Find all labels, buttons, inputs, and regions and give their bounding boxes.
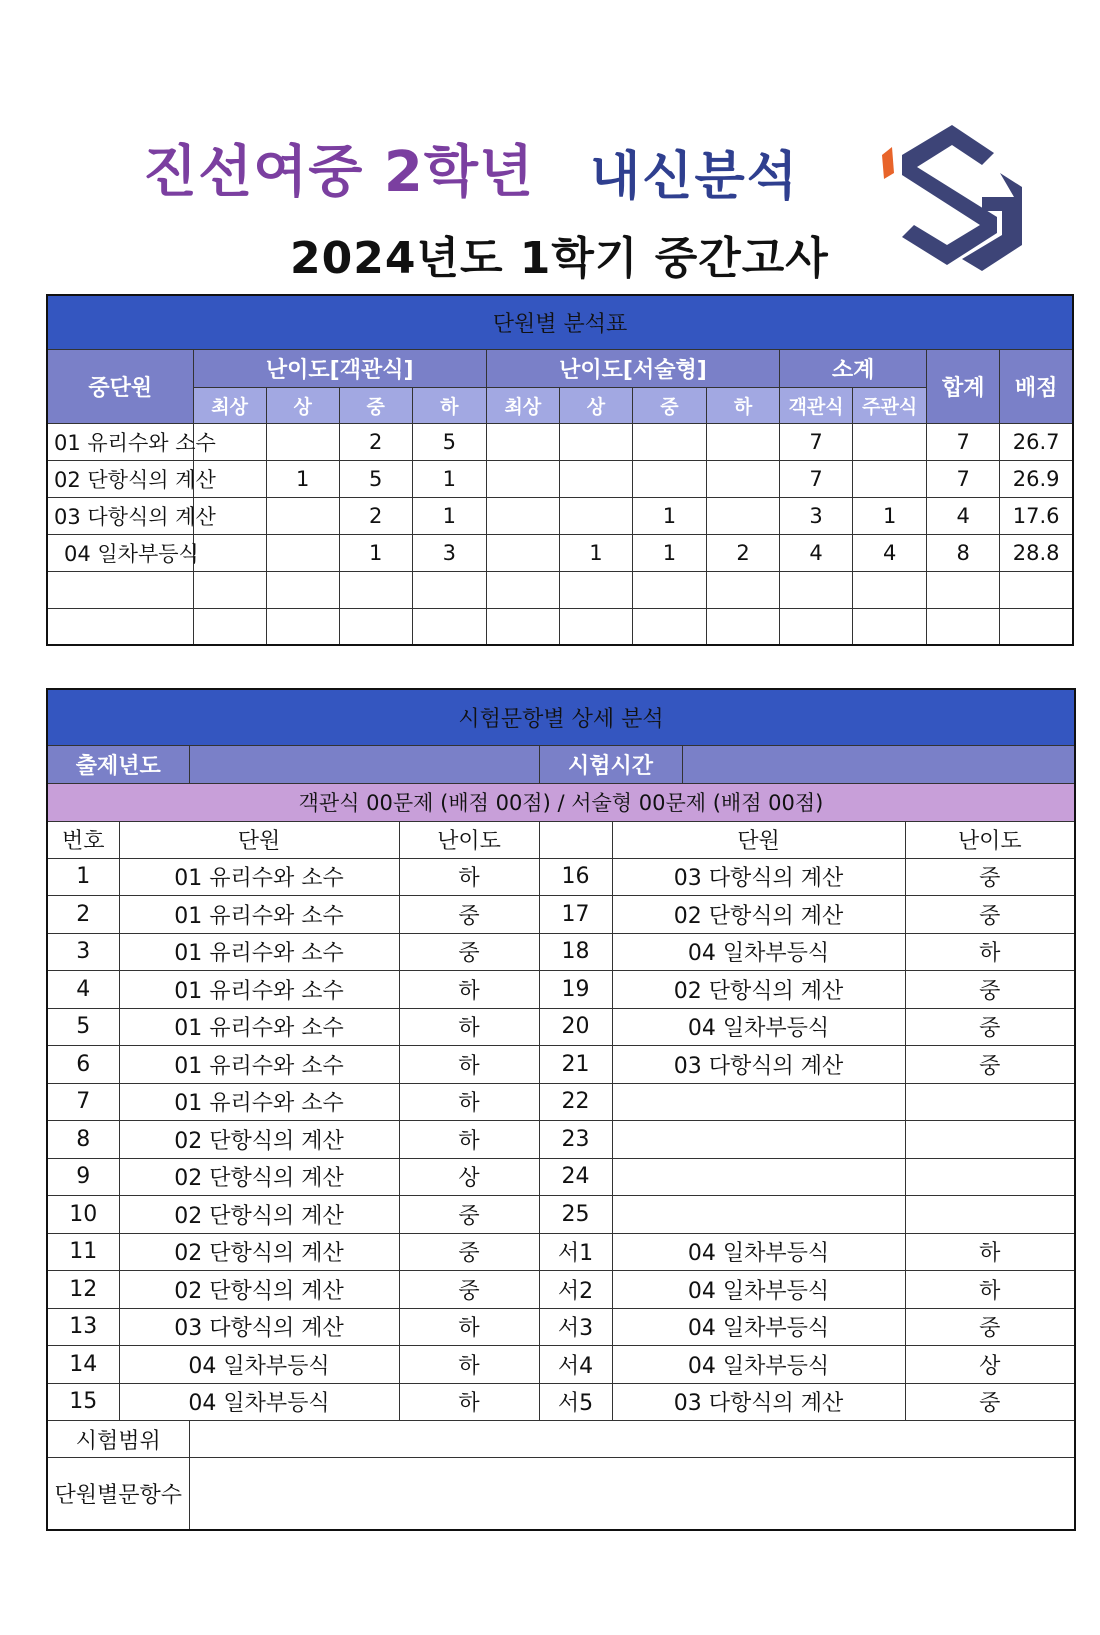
level-header: 최상: [193, 387, 266, 423]
level-header: 하: [412, 387, 486, 423]
time-label: 시험시간: [539, 745, 682, 783]
col-level2-header: 난이도: [905, 821, 1075, 858]
table-row: [47, 608, 1073, 645]
col-no2-header: [539, 821, 612, 858]
table-row: 6 01 유리수와 소수 하 21 03 다항식의 계산 중: [47, 1046, 1075, 1084]
objective-subtotal-header: 객관식: [780, 387, 853, 423]
exam-title: 2024년도 1학기 중간고사: [290, 233, 829, 284]
level-header: 최상: [486, 387, 559, 423]
table-row: 5 01 유리수와 소수 하 20 04 일차부등식 중: [47, 1008, 1075, 1046]
table-row: 8 02 단항식의 계산 하 23: [47, 1121, 1075, 1159]
table-row: 03 다항식의 계산 2 1 1 3 1 4 17.6: [47, 497, 1073, 534]
analysis-title: 내신분석: [590, 147, 799, 207]
table-row: 14 04 일차부등식 하 서4 04 일차부등식 상: [47, 1346, 1075, 1384]
unit-table-title: 단원별 분석표: [47, 295, 1073, 349]
table-row: 3 01 유리수와 소수 중 18 04 일차부등식 하: [47, 933, 1075, 971]
col-unit2-header: 단원: [612, 821, 905, 858]
table-row: 2 01 유리수와 소수 중 17 02 단항식의 계산 중: [47, 896, 1075, 934]
table-row: 04 일차부등식 1 3 1 1 2 4 4 8 28.8: [47, 534, 1073, 571]
range-value: [189, 1421, 1075, 1458]
year-label: 출제년도: [47, 745, 189, 783]
table-row: 11 02 단항식의 계산 중 서1 04 일차부등식 하: [47, 1233, 1075, 1271]
level-header: 중: [632, 387, 706, 423]
level-header: 중: [339, 387, 412, 423]
essay-group-header: 난이도[서술형]: [486, 349, 779, 387]
level-header: 하: [707, 387, 780, 423]
time-value: [682, 745, 1075, 783]
subjective-subtotal-header: 주관식: [853, 387, 927, 423]
table-row: 12 02 단항식의 계산 중 서2 04 일차부등식 하: [47, 1271, 1075, 1309]
table-row: 15 04 일차부등식 하 서5 03 다항식의 계산 중: [47, 1383, 1075, 1421]
level-header: 상: [559, 387, 632, 423]
sg-logo-icon: [882, 115, 1042, 280]
table-row: 9 02 단항식의 계산 상 24: [47, 1158, 1075, 1196]
school-title: 진선여중 2학년: [143, 140, 535, 205]
total-header: 합계: [927, 349, 1000, 423]
count-label: 단원별문항수: [47, 1458, 189, 1530]
item-analysis-table: [46, 688, 1076, 1531]
subtotal-group-header: 소계: [780, 349, 927, 387]
item-table-title: 시험문항별 상세 분석: [47, 689, 1075, 745]
col-unit-header: 중단원: [47, 349, 193, 423]
table-row: 13 03 다항식의 계산 하 서3 04 일차부등식 중: [47, 1308, 1075, 1346]
table-row: 10 02 단항식의 계산 중 25: [47, 1196, 1075, 1234]
table-row: 01 유리수와 소수 2 5 7 7 26.7: [47, 423, 1073, 460]
table-row: 02 단항식의 계산 1 5 1 7 7 26.9: [47, 460, 1073, 497]
col-level-header: 난이도: [399, 821, 539, 858]
col-no-header: 번호: [47, 821, 119, 858]
table-row: 1 01 유리수와 소수 하 16 03 다항식의 계산 중: [47, 858, 1075, 896]
count-value: [189, 1458, 1075, 1530]
level-header: 상: [266, 387, 339, 423]
unit-analysis-table: [46, 294, 1074, 646]
table-row: 7 01 유리수와 소수 하 22: [47, 1083, 1075, 1121]
points-header: 배점: [1000, 349, 1073, 423]
objective-group-header: 난이도[객관식]: [193, 349, 486, 387]
year-value: [189, 745, 539, 783]
col-unit-header: 단원: [119, 821, 399, 858]
item-summary: 객관식 00문제 (배점 00점) / 서술형 00문제 (배점 00점): [47, 783, 1075, 821]
table-row: [47, 571, 1073, 608]
range-label: 시험범위: [47, 1421, 189, 1458]
table-row: 4 01 유리수와 소수 하 19 02 단항식의 계산 중: [47, 971, 1075, 1009]
